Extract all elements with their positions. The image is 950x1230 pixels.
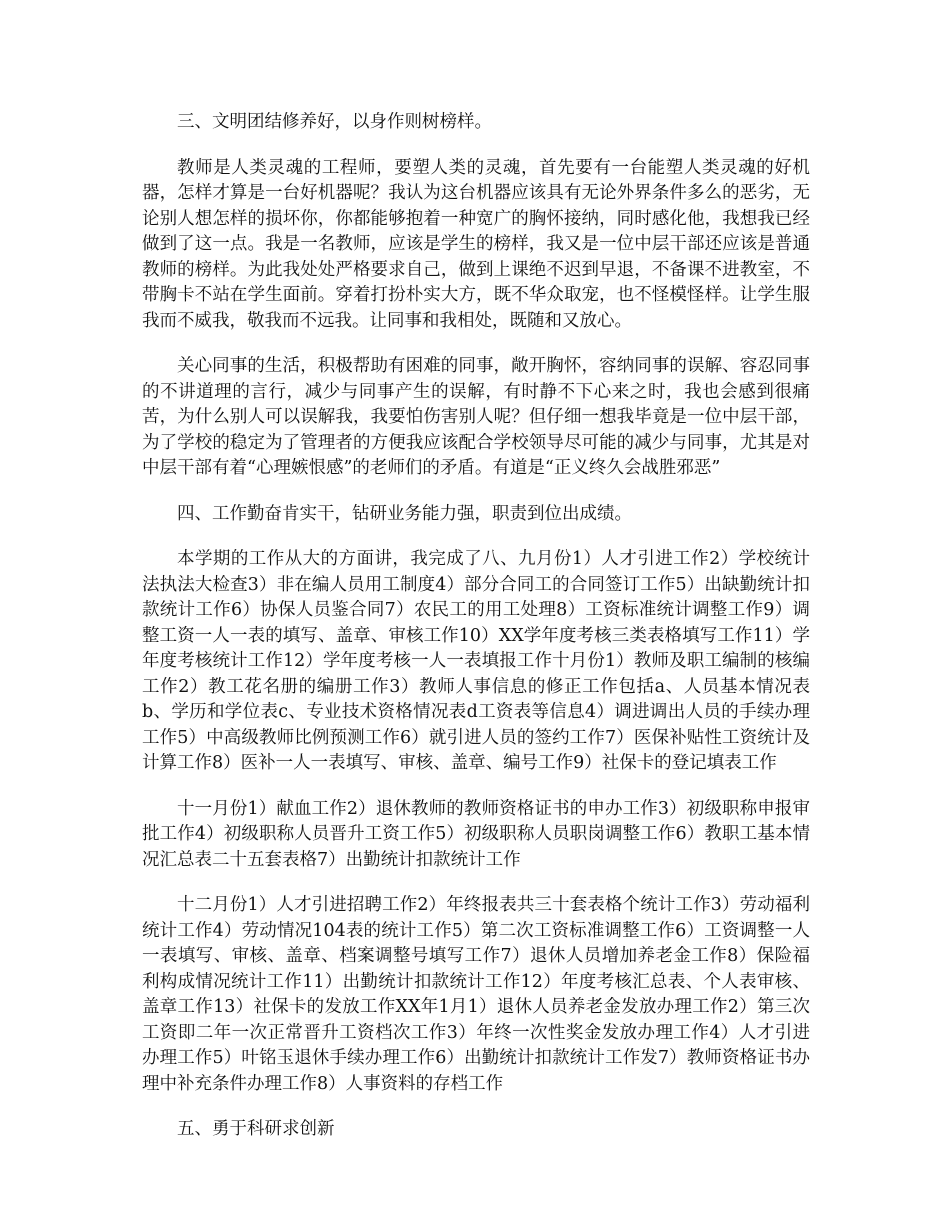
section-heading-3: 三、文明团结修养好，以身作则树榜样。: [177, 112, 492, 132]
document-body: [142, 110, 810, 1163]
section-heading-4: 四、工作勤奋肯实干，钻研业务能力强，职责到位出成绩。: [177, 503, 632, 524]
paragraph: 本学期的工作从大的方面讲，我完成了八、九月份1）人才引进工作2）学校统计法执法大检查3）非在编人员用工制度4）部分合同工的合同签订工作5）出缺勤统计扣款统计工作6）协保人员鉴合同7）农民工的用工处理8）工资标准统计调整工作9）调整工资一人一表的填写、盖章、审核工作10）XX学年度考核三类表格填写工作11）学年度考核统计工作12）学年度考核一人一表填报工作十月份1）教师及职工编制的核编工作2）教工花名册的编册工作3）教师人事信息的修正工作包括a、人员基本情况表b、学历和学位表c、专业技术资格情况表d工资表等信息4）调进调出人员的手续办理工作5）中高级教师比例预测工作6）就引进人员的签约工作7）医保补贴性工资统计及计算工作8）医补一人一表填写、审核、盖章、编号工作9）社保卡的登记填表工作: [142, 549, 810, 773]
paragraph: 关心同事的生活，积极帮助有困难的同事，敞开胸怀，容纳同事的误解、容忍同事的不讲道理的言行，减少与同事产生的误解，有时静不下心来之时，我也会感到很痛苦，为什么别人可以误解我，我要怕伤害别人呢？但仔细一想我毕竟是一位中层干部，为了学校的稳定为了管理者的方便我应该配合学校领导尽可能的减少与同事，尤其是对中层干部有着“心理嫉恨感”的老师们的矛盾。有道是“正义终久会战胜邪恶”: [142, 356, 810, 478]
paragraph: 教师是人类灵魂的工程师，要塑人类的灵魂，首先要有一台能塑人类灵魂的好机器，怎样才算是一台好机器呢？我认为这台机器应该具有无论外界条件多么的恶劣，无论别人想怎样的损坏你，你都能够抱着一种宽广的胸怀接纳，同时感化他，我想我已经做到了这一点。我是一名教师，应该是学生的榜样，我又是一位中层干部还应该是普通教师的榜样。为此我处处严格要求自己，做到上课绝不迟到早退，不备课不进教室，不带胸卡不站在学生面前。穿着打扮朴实大方，既不华众取宠，也不怪模怪样。让学生服我而不威我，敬我而不远我。让同事和我相处，既随和又放心。: [142, 157, 810, 331]
paragraph: 十二月份1）人才引进招聘工作2）年终报表共三十套表格个统计工作3）劳动福利统计工作4）劳动情况104表的统计工作5）第二次工资标准调整工作6）工资调整一人一表填写、审核、盖章、档案调整号填写工作7）退休人员增加养老金工作8）保险福利构成情况统计工作11）出勤统计扣款统计工作12）年度考核汇总表、个人表审核、盖章工作13）社保卡的发放工作XX年1月1）退休人员养老金发放办理工作2）第三次工资即二年一次正常晋升工资档次工作3）年终一次性奖金发放办理工作4）人才引进办理工作5）叶铭玉退休手续办理工作6）出勤统计扣款统计工作发7）教师资格证书办理中补充条件办理工作8）人事资料的存档工作: [142, 895, 810, 1094]
section-heading-5: 五、勇于科研求创新: [177, 1119, 335, 1139]
paragraph: 十一月份1）献血工作2）退休教师的教师资格证书的申办工作3）初级职称申报审批工作4）初级职称人员晋升工资工作5）初级职称人员职岗调整工作6）教职工基本情况汇总表二十五套表格7）出勤统计扣款统计工作: [142, 798, 810, 870]
